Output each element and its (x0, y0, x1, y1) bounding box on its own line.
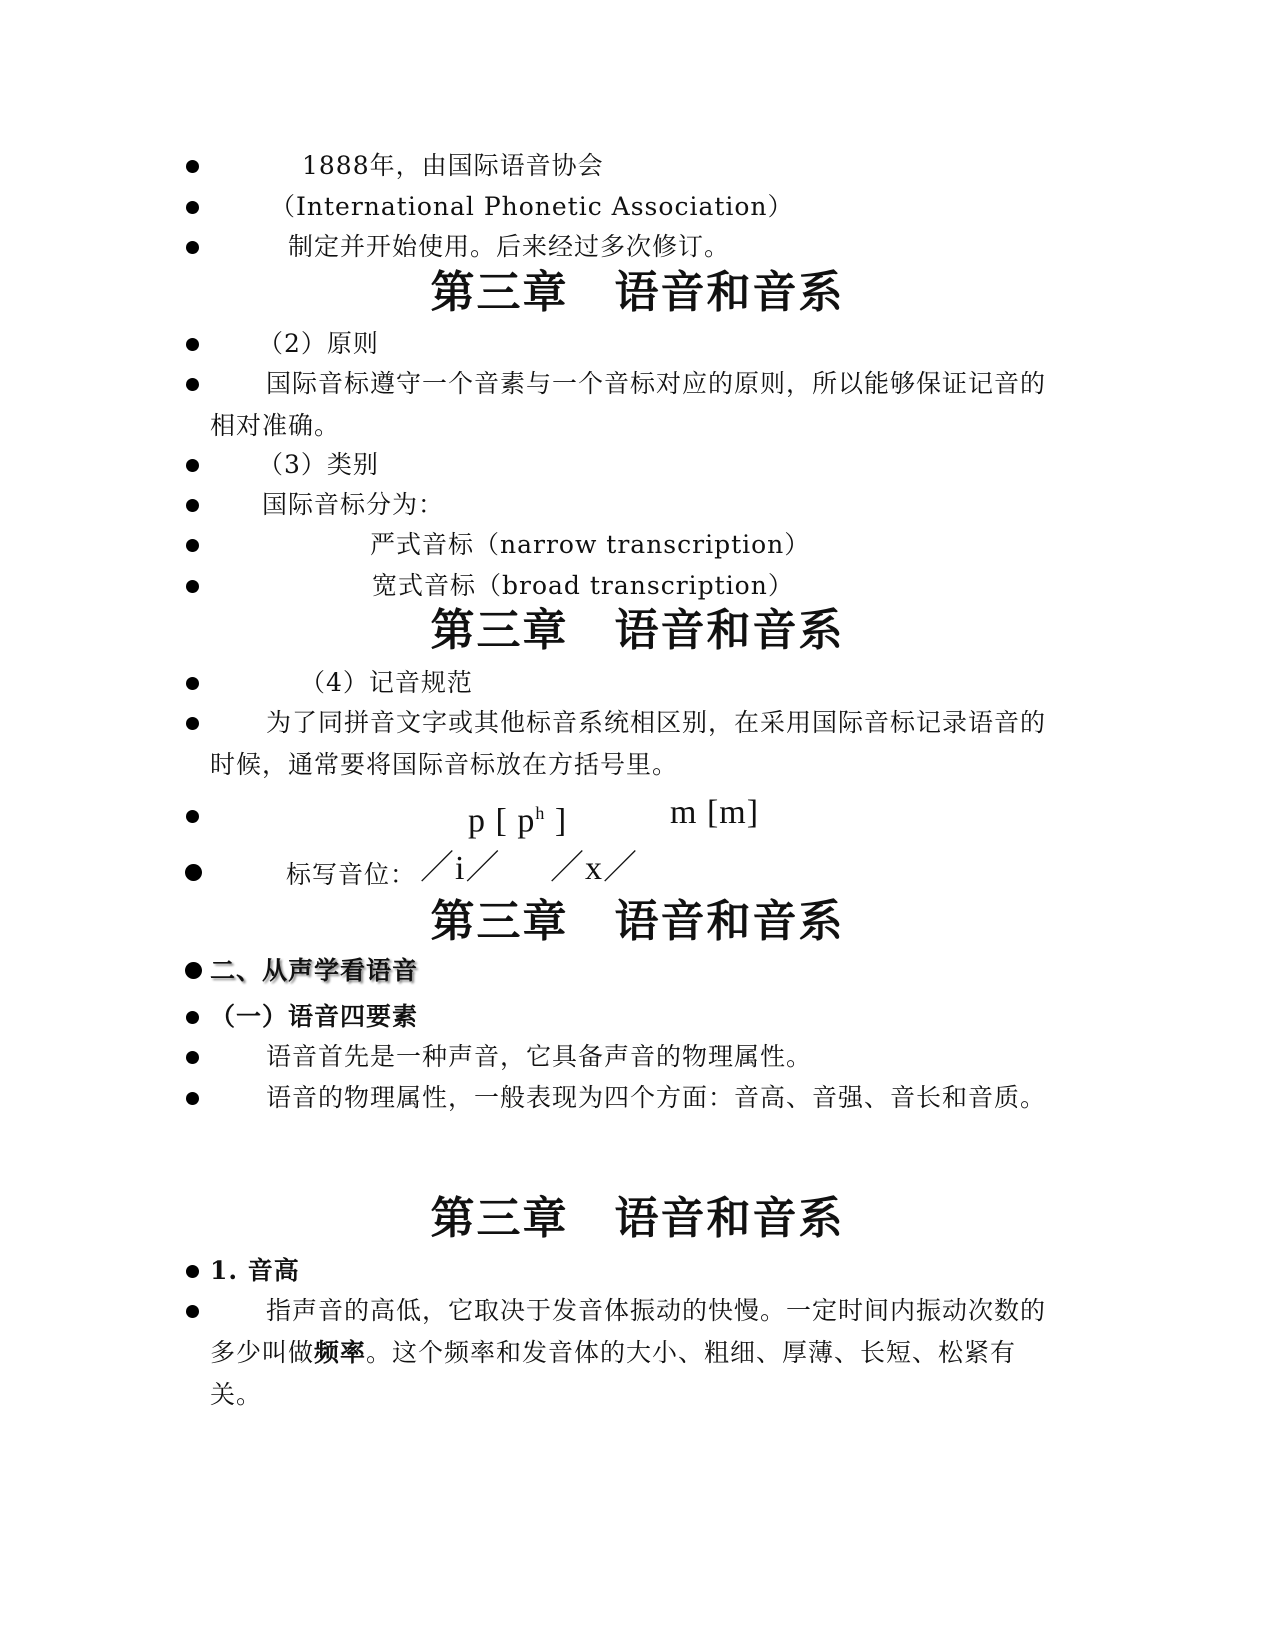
chapter-heading: 第三章 语音和音系 (430, 267, 845, 318)
paragraph-sound: 语音首先是一种声音，它具备声音的物理属性。 (266, 1042, 813, 1071)
category-intro: 国际音标分为： (262, 490, 445, 519)
bullet-icon (186, 1051, 199, 1064)
norm-text: 为了同拼音文字或其他标音系统相区别，在采用国际音标记录语音的时候，通常要将国际音标放在方括号里。 (210, 708, 1047, 779)
ipa-base: p [ p (468, 802, 536, 840)
bullet-icon (186, 459, 199, 472)
ipa-bracket: ] (545, 802, 568, 840)
principle-text: 国际音标遵守一个音素与一个音标对应的原则，所以能够保证记音的相对准确。 (210, 369, 1047, 440)
phoneme-i: ／i／ (420, 850, 501, 887)
pitch-text-start: 指声音的高低，它取决于发音体振动的快慢。一定时间内振动次数的多少叫做 (210, 1296, 1047, 1367)
bullet-icon (186, 378, 199, 391)
term-frequency: 频率 (314, 1338, 367, 1367)
bullet-icon (186, 1092, 199, 1105)
list-item (186, 792, 1086, 840)
bullet-icon (186, 677, 199, 690)
subsection-title: （一）语音四要素 (210, 1002, 419, 1031)
bullet-icon (186, 160, 199, 173)
phoneme-x: ／x／ (550, 850, 638, 887)
bullet-icon (186, 241, 199, 254)
bullet-icon (185, 864, 202, 881)
text-1888: 1888年，由国际语音协会 (302, 151, 604, 180)
bullet-icon (186, 201, 199, 214)
paragraph-pitch (210, 1290, 1050, 1416)
paragraph-properties: 语音的物理属性，一般表现为四个方面：音高、音强、音长和音质。 (266, 1083, 1047, 1112)
ipa-example-p (468, 792, 668, 842)
bullet-icon (185, 962, 202, 979)
bullet-icon (186, 580, 199, 593)
bullet-icon (186, 499, 199, 512)
norm-title: （4）记音规范 (300, 668, 473, 697)
bullet-icon (186, 810, 199, 823)
chapter-heading: 第三章 语音和音系 (430, 1193, 845, 1244)
bullet-icon (186, 1265, 199, 1278)
broad-transcription: 宽式音标（broad transcription） (372, 571, 794, 600)
principle-title: （2）原则 (258, 329, 379, 358)
narrow-transcription: 严式音标（narrow transcription） (370, 530, 811, 559)
list-item (186, 848, 1086, 898)
chapter-heading: 第三章 语音和音系 (430, 896, 845, 947)
pitch-title: 1. 音高 (210, 1256, 300, 1285)
phoneme-label: 标写音位： (286, 860, 417, 889)
bullet-icon (186, 1011, 199, 1024)
section-title-acoustics: 二、从声学看语音 (210, 956, 419, 985)
text-ipa-association: （International Phonetic Association） (270, 192, 794, 221)
bullet-icon (186, 717, 199, 730)
pitch-text-end: 。这个频率和发音体的大小、粗细、厚薄、长短、松紧有关。 (210, 1338, 1017, 1409)
text-revisions: 制定并开始使用。后来经过多次修订。 (288, 232, 731, 261)
ipa-aspiration: h (535, 803, 546, 823)
bullet-icon (186, 1305, 199, 1318)
chapter-heading: 第三章 语音和音系 (430, 605, 845, 656)
bullet-icon (186, 539, 199, 552)
bullet-icon (186, 338, 199, 351)
ipa-example-m: m [m] (670, 794, 760, 831)
category-title: （3）类别 (258, 450, 379, 479)
